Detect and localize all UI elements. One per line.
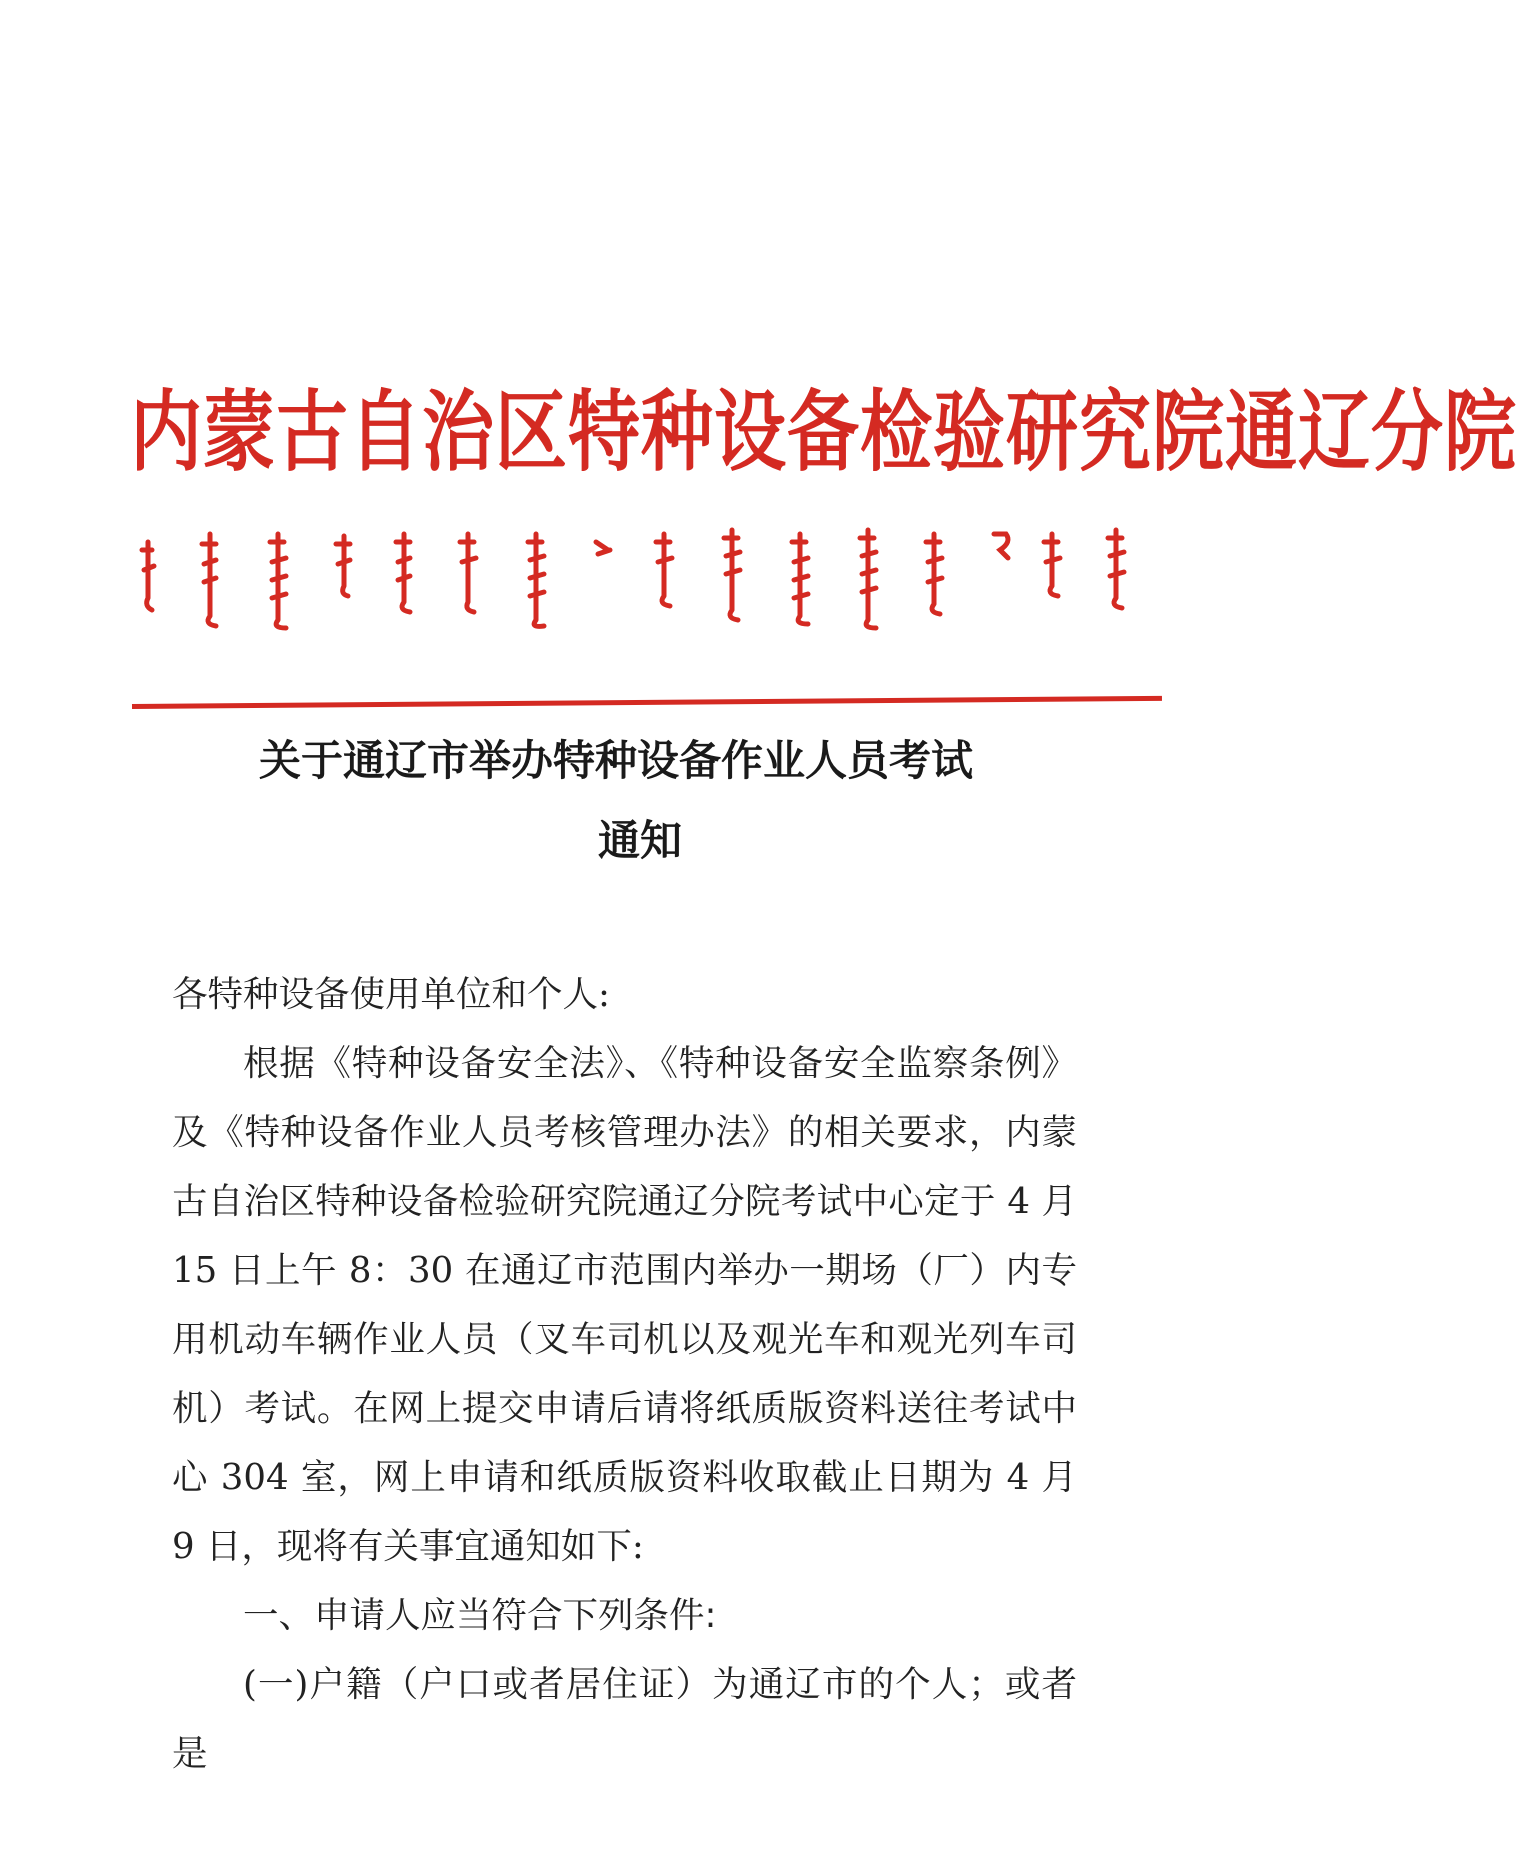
salutation: 各特种设备使用单位和个人: (172, 974, 610, 1015)
letterhead-organization-name: 内蒙古自治区特种设备检验研究院通辽分院 (130, 379, 1517, 484)
body-paragraph-1: 根据《特种设备安全法》、《特种设备安全监察条例》及《特种设备作业人员考核管理办法》的相关要求，内蒙古自治区特种设备检验研究院通辽分院考试中心定于 4 月 15 日上午 8：30 在通辽市范围内举办一期场（厂）内专用机动车辆作业人员（叉车司机以及观光车和观光列车司机）考试。在网上提交申请后请将纸质版资料送往考试中心 304 室，网上申请和纸质版资料收取截止日期为 4 月 9 日，现将有关事宜通知如下: (172, 1043, 1077, 1567)
section-heading-1: 一、申请人应当符合下列条件: (243, 1595, 717, 1636)
document-title-line-1: 关于通辽市举办特种设备作业人员考试 (258, 736, 973, 785)
section-1-item-1: (一)户籍（户口或者居住证）为通辽市的个人；或者是 (172, 1664, 1077, 1774)
mongolian-script-letterhead (138, 520, 1158, 630)
document-title-line-2: 通知 (597, 816, 682, 865)
letterhead-divider (132, 696, 1162, 709)
document-body (172, 960, 1077, 1788)
